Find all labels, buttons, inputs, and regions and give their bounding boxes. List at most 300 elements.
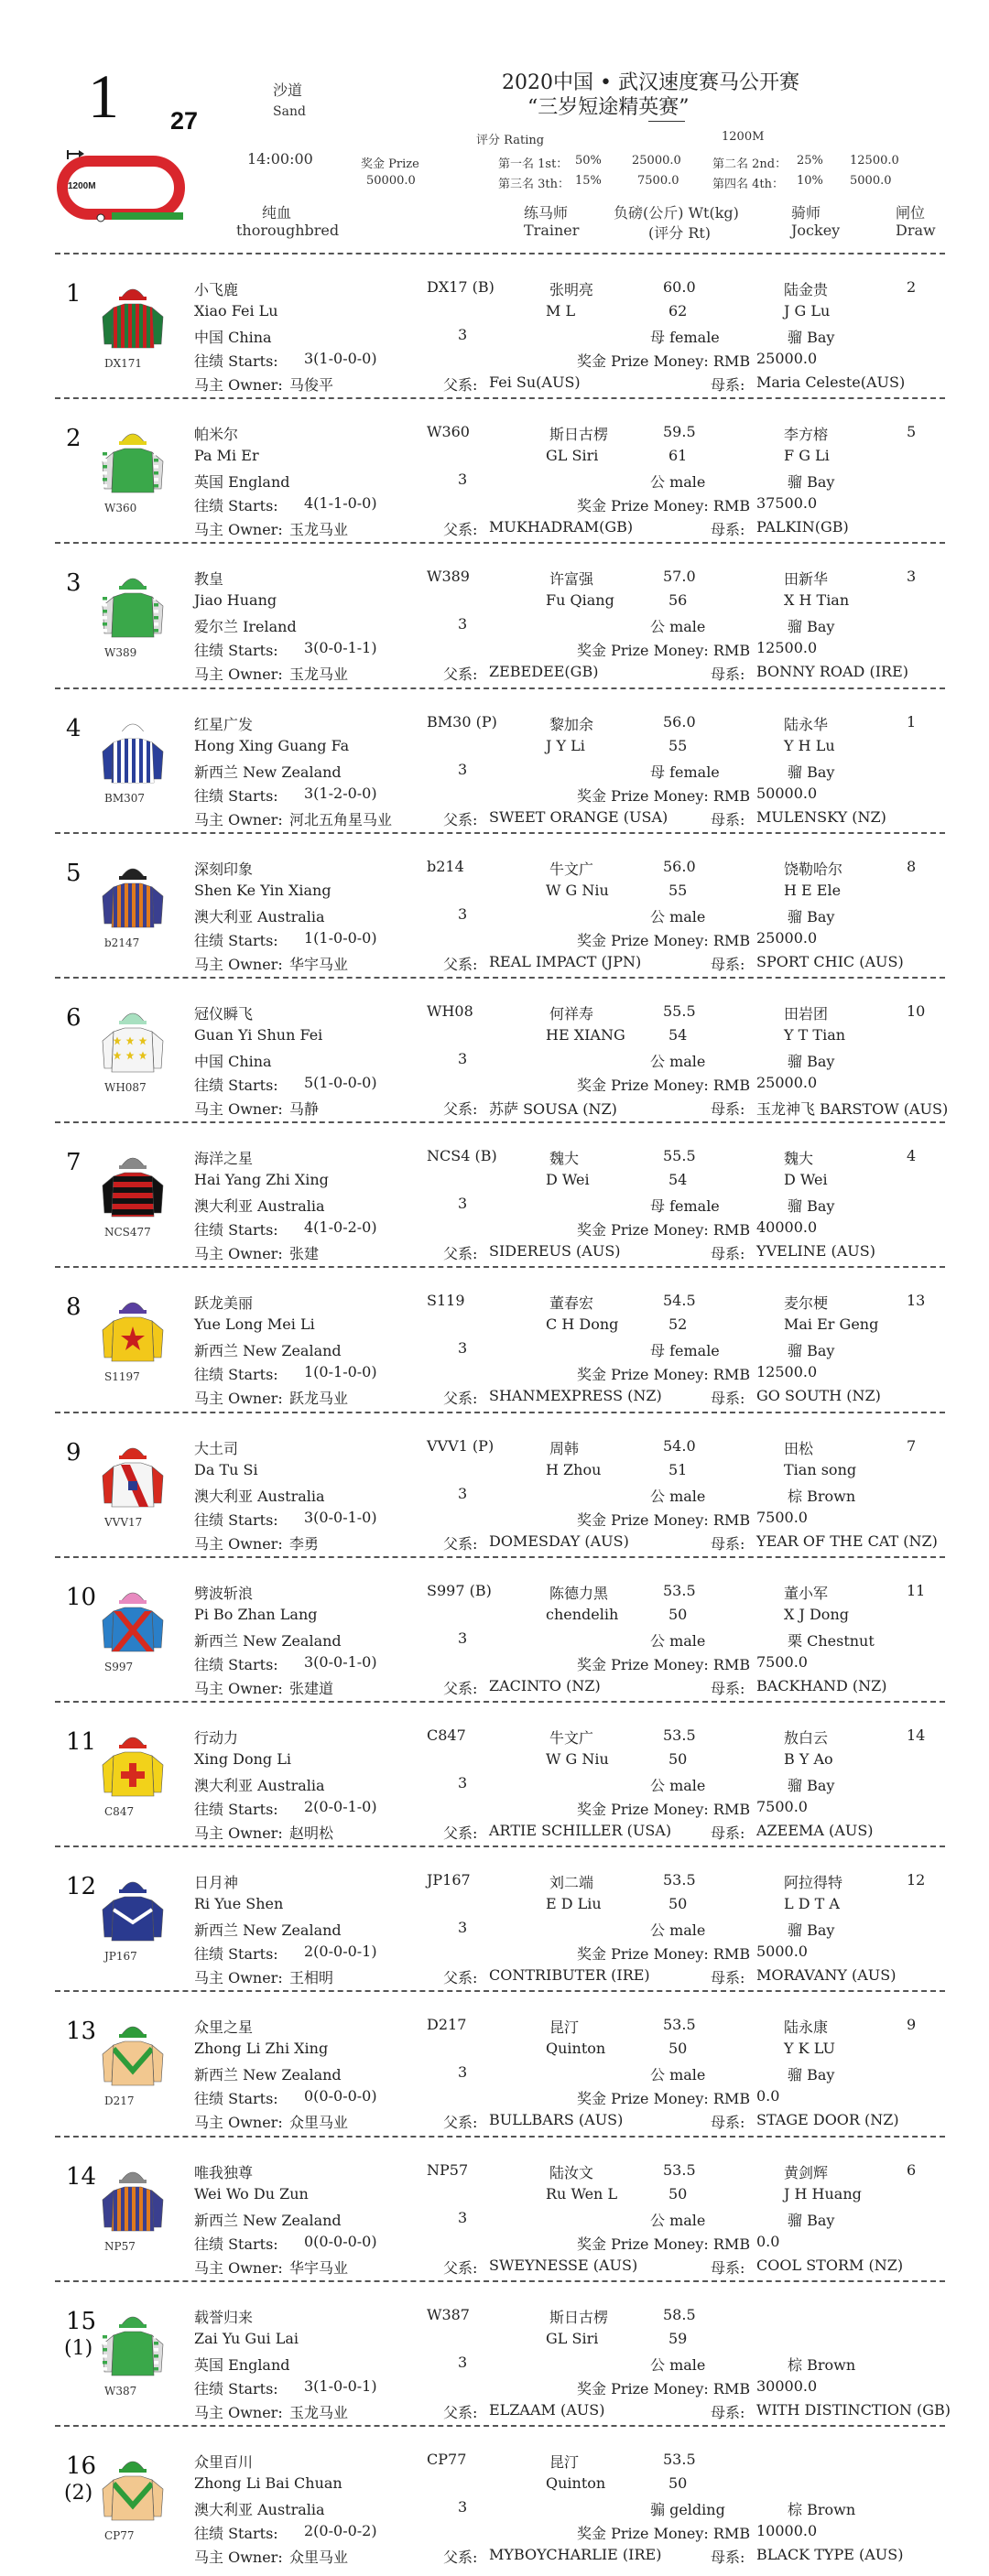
horse-sex: 公 male	[650, 2066, 706, 2084]
trainer-en: H Zhou	[546, 1461, 602, 1478]
trainer-en: Quinton	[546, 2474, 606, 2492]
jockey-cn: 田松	[784, 1440, 814, 1457]
horse-age: 3	[458, 1774, 468, 1791]
jockey-cn: 魏大	[784, 1150, 814, 1167]
owner-name: 玉龙马业	[289, 666, 349, 683]
jockey-cn: 饶勒哈尔	[784, 860, 843, 878]
horse-entry[interactable]	[0, 397, 989, 542]
sire-label: 父系:	[443, 2114, 478, 2131]
horse-sex: 公 male	[650, 473, 706, 491]
dam-name: SPORT CHIC (AUS)	[756, 953, 904, 970]
trainer-cn: 张明亮	[549, 281, 594, 298]
starts-label: 往绩 Starts:	[194, 1366, 278, 1383]
sire-name: SHANMEXPRESS (NZ)	[489, 1387, 662, 1404]
dam-label: 母系:	[711, 1535, 745, 1553]
prize-money-value: 30000.0	[756, 2377, 818, 2395]
starts-record: 3(0-0-1-0)	[304, 1509, 377, 1526]
silk-code: S1197	[104, 1370, 140, 1383]
owner-label: 马主 Owner:	[194, 1100, 283, 1118]
horse-name-en: Wei Wo Du Zun	[194, 2185, 309, 2203]
sire-label: 父系:	[443, 1680, 478, 1697]
starts-label: 往绩 Starts:	[194, 787, 278, 805]
horse-number: 4	[66, 715, 82, 742]
trainer-cn: 魏大	[549, 1150, 580, 1167]
horse-entry[interactable]	[0, 1266, 989, 1411]
horse-origin: 新西兰 New Zealand	[194, 763, 342, 781]
horse-code: D217	[427, 2016, 467, 2033]
horse-color: 棕 Brown	[788, 2501, 856, 2518]
rating: 50	[668, 2185, 688, 2203]
starts-record: 1(1-0-0-0)	[304, 929, 377, 947]
starts-record: 0(0-0-0-0)	[304, 2087, 377, 2105]
owner-label: 马主 Owner:	[194, 1390, 283, 1407]
weight: 56.0	[663, 713, 696, 731]
sire-label: 父系:	[443, 956, 478, 973]
sire-label: 父系:	[443, 2549, 478, 2566]
trainer-en: HE XIANG	[546, 1026, 625, 1044]
trainer-cn: 斯日古楞	[549, 426, 609, 443]
horse-name-cn: 众里之星	[194, 2019, 254, 2036]
starts-label: 往绩 Starts:	[194, 1511, 278, 1529]
trainer-cn: 董春宏	[549, 1294, 594, 1312]
second-pct: 25%	[797, 154, 823, 168]
horse-entry[interactable]	[0, 253, 989, 397]
prize-money-value: 10000.0	[756, 2522, 818, 2539]
dam-label: 母系:	[711, 1824, 745, 1842]
silk-code: NP57	[104, 2240, 136, 2253]
owner-label: 马主 Owner:	[194, 666, 283, 683]
owner-label: 马主 Owner:	[194, 1535, 283, 1553]
horse-color: 骝 Bay	[788, 1342, 835, 1359]
starts-record: 2(0-0-1-0)	[304, 1798, 377, 1815]
jockey-en: D Wei	[784, 1171, 828, 1188]
horse-origin: 中国 China	[194, 1053, 272, 1070]
owner-label: 马主 Owner:	[194, 2114, 283, 2131]
horse-entry[interactable]	[0, 1121, 989, 1266]
draw: 6	[907, 2161, 917, 2179]
owner-label: 马主 Owner:	[194, 1969, 283, 1986]
jockey-cn: 田新华	[784, 570, 829, 588]
horse-entry[interactable]	[0, 1556, 989, 1701]
horse-sub-number: (1)	[64, 2337, 93, 2360]
rating: 61	[668, 447, 688, 464]
starts-record: 3(0-0-1-0)	[304, 1653, 377, 1671]
dam-label: 母系:	[711, 1390, 745, 1407]
trainer-cn: 昆汀	[549, 2019, 580, 2036]
silk-code: VVV17	[104, 1516, 143, 1529]
dam-name: 玉龙神飞 BARSTOW (AUS)	[756, 1100, 949, 1118]
horse-number: 1	[66, 280, 82, 308]
horse-sex: 公 male	[650, 2356, 706, 2374]
prize-money-label: 奖金 Prize Money: RMB	[577, 1221, 751, 1239]
owner-label: 马主 Owner:	[194, 1824, 283, 1842]
owner-name: 张建	[289, 1245, 320, 1262]
draw: 1	[907, 713, 917, 731]
horse-name-cn: 小飞鹿	[194, 281, 239, 298]
surface-cn: 沙道	[273, 81, 303, 99]
horse-name-en: Zhong Li Zhi Xing	[194, 2040, 329, 2057]
prize-money-label: 奖金 Prize Money: RMB	[577, 1656, 751, 1673]
weight: 53.5	[663, 2451, 696, 2468]
prize-money-value: 50000.0	[756, 785, 818, 802]
horse-color: 骝 Bay	[788, 329, 835, 346]
horse-origin: 澳大利亚 Australia	[194, 908, 325, 925]
dam-label: 母系:	[711, 1969, 745, 1986]
owner-label: 马主 Owner:	[194, 376, 283, 394]
owner-name: 李勇	[289, 1535, 320, 1553]
horse-color: 骝 Bay	[788, 2066, 835, 2084]
trainer-cn: 陆汝文	[549, 2164, 594, 2181]
trainer-en: W G Niu	[546, 1750, 609, 1768]
horse-code: NCS4 (B)	[427, 1147, 497, 1164]
horse-code: W389	[427, 568, 470, 585]
horse-entry[interactable]	[0, 1412, 989, 1556]
dam-name: BONNY ROAD (IRE)	[756, 663, 908, 680]
horse-name-cn: 帕米尔	[194, 426, 239, 443]
horse-color: 骝 Bay	[788, 763, 835, 781]
sire-name: MYBOYCHARLIE (IRE)	[489, 2546, 662, 2563]
horse-name-en: Pi Bo Zhan Lang	[194, 1606, 318, 1623]
sire-name: ELZAAM (AUS)	[489, 2401, 605, 2419]
col-trainer-cn: 练马师	[524, 204, 569, 222]
horse-entry[interactable]	[0, 832, 989, 977]
horse-code: b214	[427, 858, 464, 875]
weight: 60.0	[663, 278, 696, 296]
horse-age: 3	[458, 2063, 468, 2081]
trainer-en: chendelih	[546, 1606, 619, 1623]
sire-label: 父系:	[443, 376, 478, 394]
dam-name: MORAVANY (AUS)	[756, 1966, 897, 1984]
sire-name: DOMESDAY (AUS)	[489, 1532, 629, 1550]
silk-code: BM307	[104, 792, 146, 805]
trainer-en: Quinton	[546, 2040, 606, 2057]
trainer-en: E D Liu	[546, 1895, 602, 1912]
horse-sex: 母 female	[650, 329, 720, 346]
jockey-cn: 陆永康	[784, 2019, 829, 2036]
horse-code: JP167	[427, 1871, 471, 1889]
horse-origin: 新西兰 New Zealand	[194, 2212, 342, 2229]
horse-entry[interactable]	[0, 687, 989, 832]
dam-name: PALKIN(GB)	[756, 518, 849, 536]
sire-name: REAL IMPACT (JPN)	[489, 953, 642, 970]
silk-code: C847	[104, 1805, 135, 1818]
horse-age: 3	[458, 2209, 468, 2226]
horse-origin: 新西兰 New Zealand	[194, 1632, 342, 1650]
sire-label: 父系:	[443, 666, 478, 683]
trainer-cn: 何祥寿	[549, 1005, 594, 1023]
draw: 5	[907, 423, 917, 440]
horse-number: 2	[66, 425, 82, 452]
jockey-en: L D T A	[784, 1895, 840, 1912]
draw: 9	[907, 2016, 917, 2033]
starts-label: 往绩 Starts:	[194, 2380, 278, 2397]
fourth-pct: 10%	[797, 174, 823, 188]
horse-number: 16	[66, 2452, 97, 2480]
horse-number: 8	[66, 1293, 82, 1321]
horse-code: BM30 (P)	[427, 713, 497, 731]
horse-code: W387	[427, 2306, 470, 2323]
sire-label: 父系:	[443, 1824, 478, 1842]
dam-name: STAGE DOOR (NZ)	[756, 2111, 899, 2128]
horse-sex: 母 female	[650, 1342, 720, 1359]
jockey-en: F G Li	[784, 447, 830, 464]
weight: 59.5	[663, 423, 696, 440]
trainer-en: C H Dong	[546, 1315, 619, 1333]
prize-money-value: 0.0	[756, 2087, 780, 2105]
horse-age: 3	[458, 471, 468, 488]
horse-color: 骝 Bay	[788, 1921, 835, 1939]
prize-label: 奖金 Prize	[361, 157, 419, 171]
horse-age: 3	[458, 615, 468, 633]
horse-entry[interactable]	[0, 2280, 989, 2425]
horse-origin: 新西兰 New Zealand	[194, 1921, 342, 1939]
rating: 50	[668, 2040, 688, 2057]
sire-label: 父系:	[443, 1535, 478, 1553]
prize-money-label: 奖金 Prize Money: RMB	[577, 2090, 751, 2107]
jockey-cn: 陆金贵	[784, 281, 829, 298]
sire-name: 苏萨 SOUSA (NZ)	[489, 1100, 617, 1118]
dam-name: AZEEMA (AUS)	[756, 1822, 874, 1839]
starts-label: 往绩 Starts:	[194, 1945, 278, 1963]
silk-code: b2147	[104, 936, 140, 949]
dam-label: 母系:	[711, 2404, 745, 2421]
jockey-silks-icon	[101, 1290, 165, 1365]
horse-entry[interactable]	[0, 542, 989, 687]
dam-label: 母系:	[711, 2114, 745, 2131]
jockey-silks-icon	[101, 421, 165, 496]
horse-name-en: Guan Yi Shun Fei	[194, 1026, 323, 1044]
horse-name-en: Shen Ke Yin Xiang	[194, 882, 331, 899]
jockey-silks-icon	[101, 1580, 165, 1655]
owner-label: 马主 Owner:	[194, 1245, 283, 1262]
race-title: 2020中国 • 武汉速度赛马公开赛	[502, 71, 799, 94]
sire-label: 父系:	[443, 1969, 478, 1986]
trainer-cn: 许富强	[549, 570, 594, 588]
prize-money-label: 奖金 Prize Money: RMB	[577, 2380, 751, 2397]
owner-name: 赵明松	[289, 1824, 334, 1842]
col-draw-en: Draw	[896, 222, 936, 239]
horse-color: 骝 Bay	[788, 1777, 835, 1794]
dam-label: 母系:	[711, 956, 745, 973]
horse-name-en: Xiao Fei Lu	[194, 302, 278, 319]
horse-sex: 公 male	[650, 1777, 706, 1794]
race-time: 14:00:00	[247, 150, 313, 168]
horse-number: 14	[66, 2163, 97, 2191]
jockey-cn: 麦尔梗	[784, 1294, 829, 1312]
dam-name: MULENSKY (NZ)	[756, 808, 886, 826]
prize-money-label: 奖金 Prize Money: RMB	[577, 497, 751, 514]
starts-record: 3(1-0-0-0)	[304, 350, 377, 367]
dam-label: 母系:	[711, 811, 745, 828]
weight: 55.5	[663, 1147, 696, 1164]
owner-name: 马静	[289, 1100, 320, 1118]
rating-label: 评分 Rating	[476, 134, 545, 147]
rating: 50	[668, 1750, 688, 1768]
rating: 54	[668, 1171, 688, 1188]
horse-sex: 公 male	[650, 618, 706, 635]
horse-entry[interactable]	[0, 2425, 989, 2570]
dam-name: GO SOUTH (NZ)	[756, 1387, 881, 1404]
trainer-en: M L	[546, 302, 576, 319]
third-amount: 7500.0	[637, 174, 679, 188]
horse-entry[interactable]	[0, 977, 989, 1121]
race-subtitle: “三岁短途精英赛”	[527, 96, 690, 119]
surface-en: Sand	[273, 104, 306, 119]
jockey-en: B Y Ao	[784, 1750, 833, 1768]
dam-label: 母系:	[711, 2259, 745, 2277]
jockey-en: X J Dong	[784, 1606, 849, 1623]
horse-age: 3	[458, 905, 468, 923]
owner-name: 河北五角星马业	[289, 811, 393, 828]
horse-name-cn: 教皇	[194, 570, 224, 588]
horse-origin: 英国 England	[194, 473, 290, 491]
jockey-silks-icon	[101, 856, 165, 931]
horse-origin: 英国 England	[194, 2356, 290, 2374]
starts-label: 往绩 Starts:	[194, 932, 278, 949]
prize-money-label: 奖金 Prize Money: RMB	[577, 1801, 751, 1818]
col-draw-cn: 闸位	[896, 204, 926, 222]
rating: 52	[668, 1315, 688, 1333]
third-pct: 15%	[575, 174, 602, 188]
draw: 11	[907, 1582, 926, 1599]
draw: 8	[907, 858, 917, 875]
jockey-en: Y K LU	[784, 2040, 835, 2057]
col-trainer-en: Trainer	[524, 222, 580, 239]
jockey-silks-icon	[101, 566, 165, 641]
horse-origin: 澳大利亚 Australia	[194, 2501, 325, 2518]
draw: 13	[907, 1292, 926, 1309]
horse-sex: 母 female	[650, 1197, 720, 1215]
jockey-silks-icon	[101, 2449, 165, 2524]
starts-record: 3(0-0-1-1)	[304, 639, 377, 656]
horse-origin: 中国 China	[194, 329, 272, 346]
horse-name-en: Yue Long Mei Li	[194, 1315, 315, 1333]
starts-record: 2(0-0-0-2)	[304, 2522, 377, 2539]
horse-name-cn: 海洋之星	[194, 1150, 254, 1167]
prize-money-label: 奖金 Prize Money: RMB	[577, 2235, 751, 2253]
jockey-silks-icon	[101, 1725, 165, 1800]
jockey-silks-icon	[101, 2159, 165, 2235]
silk-code: W389	[104, 646, 137, 659]
sire-name: ZACINTO (NZ)	[489, 1677, 601, 1694]
horse-color: 骝 Bay	[788, 1053, 835, 1070]
sire-label: 父系:	[443, 1100, 478, 1118]
race-header	[0, 0, 989, 256]
title-underline	[648, 121, 685, 122]
jockey-en: Mai Er Geng	[784, 1315, 879, 1333]
horse-sex: 公 male	[650, 1053, 706, 1070]
weight: 55.5	[663, 1002, 696, 1020]
horse-color: 骝 Bay	[788, 1197, 835, 1215]
jockey-en: Y T Tian	[784, 1026, 846, 1044]
race-number: 1	[88, 61, 119, 131]
horse-sex: 公 male	[650, 2212, 706, 2229]
second-amount: 12500.0	[850, 154, 899, 168]
horse-number: 15	[66, 2308, 97, 2335]
sire-name: SWEET ORANGE (USA)	[489, 808, 668, 826]
prize-money-value: 7500.0	[756, 1509, 808, 1526]
starts-label: 往绩 Starts:	[194, 497, 278, 514]
horse-number: 10	[66, 1584, 97, 1611]
prize-money-label: 奖金 Prize Money: RMB	[577, 2525, 751, 2542]
draw: 2	[907, 278, 917, 296]
owner-label: 马主 Owner:	[194, 2259, 283, 2277]
horse-origin: 新西兰 New Zealand	[194, 1342, 342, 1359]
horse-entry[interactable]	[0, 1990, 989, 2135]
dam-name: COOL STORM (NZ)	[756, 2257, 904, 2274]
silk-code: D217	[104, 2094, 135, 2107]
dam-label: 母系:	[711, 666, 745, 683]
dam-name: BLACK TYPE (AUS)	[756, 2546, 904, 2563]
horse-age: 3	[458, 1050, 468, 1067]
starts-record: 3(1-2-0-0)	[304, 785, 377, 802]
third-label: 第三名 3th：	[498, 178, 571, 191]
horse-entry[interactable]	[0, 1701, 989, 1845]
jockey-silks-icon	[101, 1869, 165, 1944]
owner-name: 马俊平	[289, 376, 334, 394]
horse-name-cn: 劈波斩浪	[194, 1585, 254, 1602]
dam-label: 母系:	[711, 1245, 745, 1262]
horse-origin: 新西兰 New Zealand	[194, 2066, 342, 2084]
draw: 10	[907, 1002, 926, 1020]
starts-label: 往绩 Starts:	[194, 1077, 278, 1094]
sire-label: 父系:	[443, 521, 478, 538]
sire-label: 父系:	[443, 1245, 478, 1262]
owner-name: 众里马业	[289, 2549, 349, 2566]
prize-money-value: 25000.0	[756, 350, 818, 367]
horse-number: 12	[66, 1873, 97, 1900]
horse-entry[interactable]	[0, 1845, 989, 1990]
rating: 55	[668, 882, 688, 899]
horse-age: 3	[458, 1339, 468, 1357]
horse-name-cn: 跃龙美丽	[194, 1294, 254, 1312]
horse-code: DX17 (B)	[427, 278, 494, 296]
horse-name-en: Hong Xing Guang Fa	[194, 737, 350, 754]
sire-name: SWEYNESSE (AUS)	[489, 2257, 638, 2274]
trainer-en: GL Siri	[546, 2330, 599, 2347]
col-weight-cn: 负磅(公斤) Wt(kg)	[614, 204, 739, 222]
jockey-silks-icon	[101, 1001, 165, 1076]
owner-name: 王相明	[289, 1969, 334, 1986]
owner-name: 玉龙马业	[289, 2404, 349, 2421]
horse-entry[interactable]	[0, 2136, 989, 2280]
dam-label: 母系:	[711, 1100, 745, 1118]
rating: 56	[668, 591, 688, 609]
jockey-cn: 董小军	[784, 1585, 829, 1602]
horse-age: 3	[458, 326, 468, 343]
draw: 3	[907, 568, 917, 585]
jockey-silks-icon	[101, 1145, 165, 1220]
draw: 7	[907, 1437, 917, 1455]
dam-name: YEAR OF THE CAT (NZ)	[756, 1532, 938, 1550]
horse-number: 13	[66, 2018, 97, 2045]
owner-name: 玉龙马业	[289, 521, 349, 538]
weight: 54.0	[663, 1437, 696, 1455]
trainer-cn: 牛文广	[549, 860, 594, 878]
prize-money-label: 奖金 Prize Money: RMB	[577, 787, 751, 805]
trainer-cn: 昆汀	[549, 2453, 580, 2471]
owner-label: 马主 Owner:	[194, 2404, 283, 2421]
prize-money-label: 奖金 Prize Money: RMB	[577, 1511, 751, 1529]
horse-origin: 爱尔兰 Ireland	[194, 618, 297, 635]
breed-cn: 纯血	[262, 204, 292, 222]
starts-label: 往绩 Starts:	[194, 1656, 278, 1673]
horse-age: 3	[458, 761, 468, 778]
dam-name: YVELINE (AUS)	[756, 1242, 875, 1260]
horse-age: 3	[458, 2354, 468, 2371]
jockey-silks-icon	[101, 2014, 165, 2089]
silk-code: DX171	[104, 357, 143, 370]
